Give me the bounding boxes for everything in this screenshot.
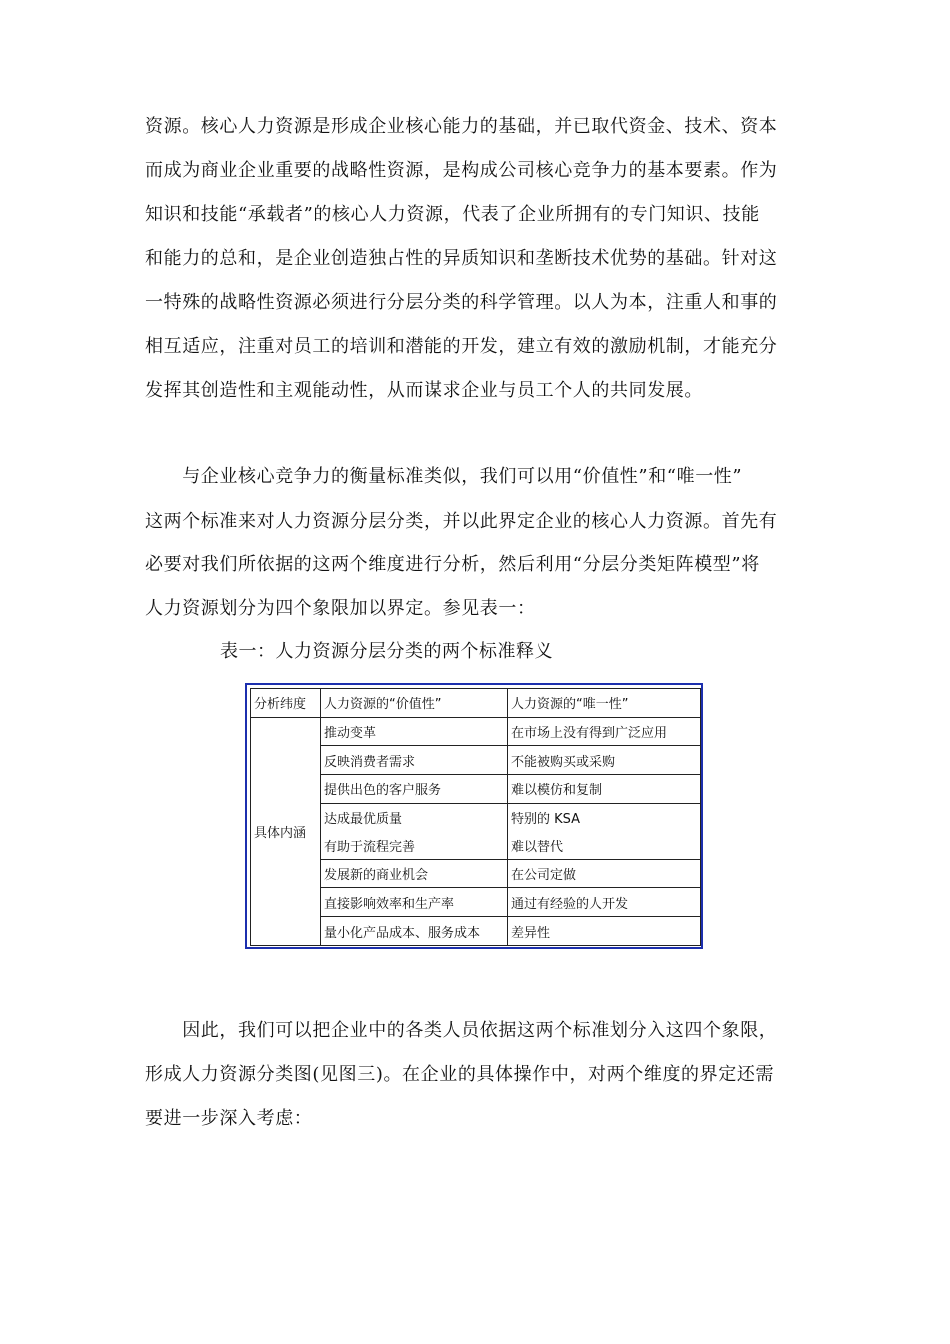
uniqueness-cell: 难以模仿和复制 (508, 775, 701, 804)
header-dimension: 分析纬度 (251, 689, 321, 718)
text-line: 和能力的总和，是企业创造独占性的异质知识和垄断技术优势的基础。针对这 (145, 248, 778, 269)
uniqueness-cell: 不能被购买或采购 (508, 746, 701, 775)
text-line: 人力资源划分为四个象限加以界定。参见表一： (145, 598, 536, 619)
text-line: 发挥其创造性和主观能动性，从而谋求企业与员工个人的共同发展。 (145, 380, 703, 401)
header-uniqueness: 人力资源的“唯一性” (508, 689, 701, 718)
standards-table (250, 688, 701, 946)
text-line: 必要对我们所依据的这两个维度进行分析，然后利用“分层分类矩阵模型”将 (145, 554, 760, 575)
text-line: 一特殊的战略性资源必须进行分层分类的科学管理。以人为本，注重人和事的 (145, 292, 778, 313)
text-line: 知识和技能“承载者”的核心人力资源，代表了企业所拥有的专门知识、技能 (145, 204, 760, 225)
uniqueness-cell: 特别的 KSA (508, 803, 701, 831)
text-line: 而成为商业企业重要的战略性资源，是构成公司核心竞争力的基本要素。作为 (145, 160, 778, 181)
text-line: 与企业核心竞争力的衡量标准类似，我们可以用“价值性”和“唯一性” (145, 466, 743, 487)
table-row (251, 717, 701, 746)
value-cell: 直接影响效率和生产率 (321, 888, 508, 917)
table-caption: 表一：人力资源分层分类的两个标准释义 (220, 641, 553, 662)
value-cell: 量小化产品成本、服务成本 (321, 917, 508, 946)
text-line: 要进一步深入考虑： (145, 1108, 313, 1129)
value-cell: 有助于流程完善 (321, 831, 508, 859)
uniqueness-cell: 难以替代 (508, 831, 701, 859)
uniqueness-cell: 在市场上没有得到广泛应用 (508, 717, 701, 746)
value-cell: 反映消费者需求 (321, 746, 508, 775)
uniqueness-cell: 差异性 (508, 917, 701, 946)
text-line: 相互适应，注重对员工的培训和潜能的开发，建立有效的激励机制，才能充分 (145, 336, 778, 357)
text-line: 资源。核心人力资源是形成企业核心能力的基础，并已取代资金、技术、资本 (145, 116, 778, 137)
value-cell: 推动变革 (321, 717, 508, 746)
value-cell: 达成最优质量 (321, 803, 508, 831)
standards-table-image (245, 683, 703, 949)
value-cell: 发展新的商业机会 (321, 859, 508, 888)
uniqueness-cell: 在公司定做 (508, 859, 701, 888)
row-label: 具体内涵 (251, 717, 321, 945)
value-cell: 提供出色的客户服务 (321, 775, 508, 804)
table-header-row (251, 689, 701, 718)
text-line: 这两个标准来对人力资源分层分类，并以此界定企业的核心人力资源。首先有 (145, 511, 778, 532)
header-value: 人力资源的“价值性” (321, 689, 508, 718)
uniqueness-cell: 通过有经验的人开发 (508, 888, 701, 917)
text-line: 形成人力资源分类图(见图三)。在企业的具体操作中，对两个维度的界定还需 (145, 1064, 775, 1085)
text-line: 因此，我们可以把企业中的各类人员依据这两个标准划分入这四个象限， (145, 1020, 778, 1041)
